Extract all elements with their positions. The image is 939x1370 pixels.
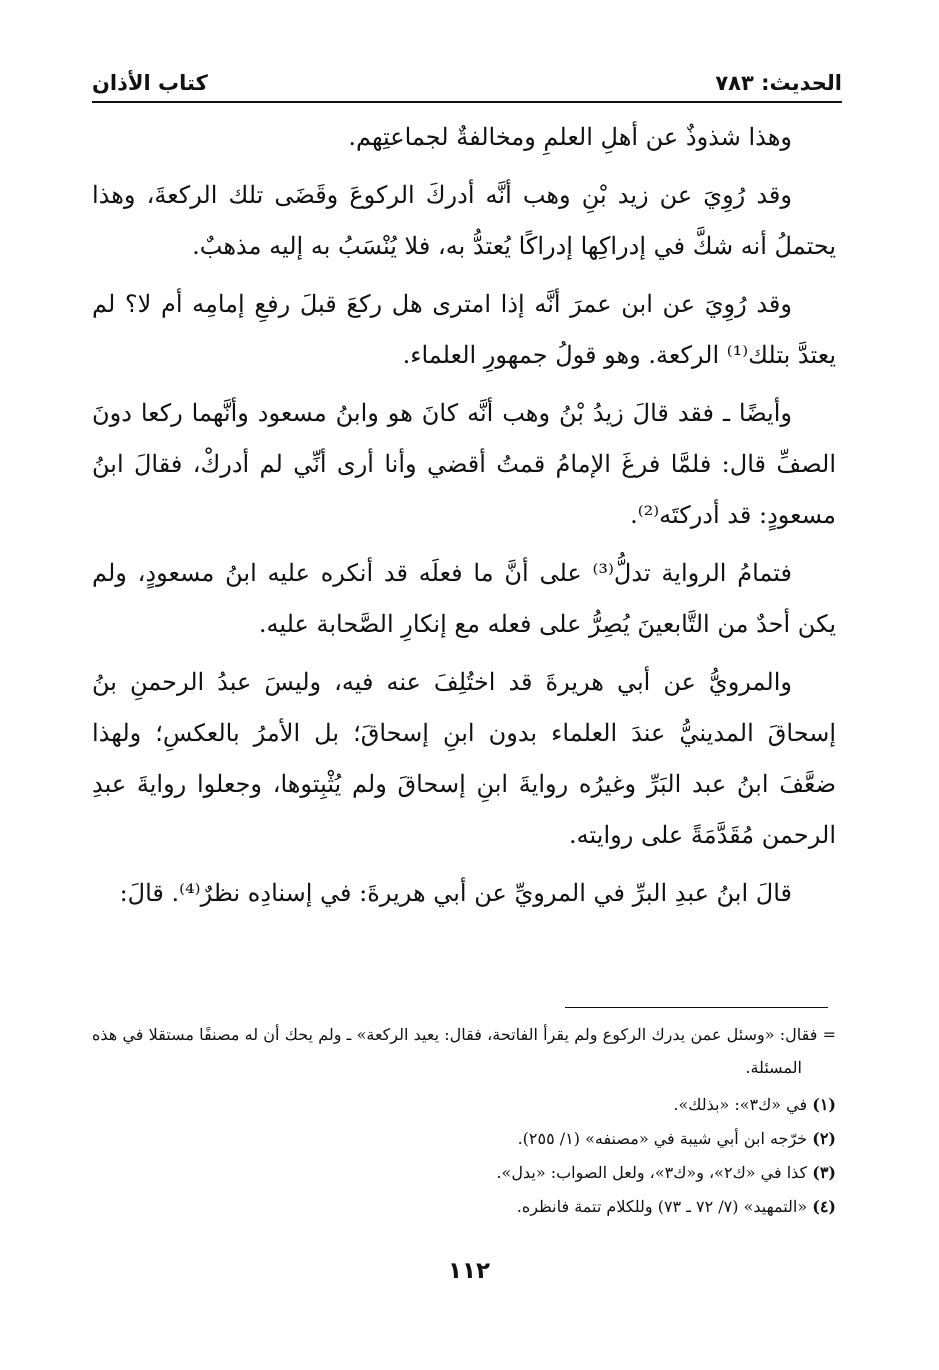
- footnote-text: «التمهيد» (٧/ ٧٢ ـ ٧٣) وللكلام تتمة فانظره.: [516, 1197, 808, 1216]
- footnote: [92, 1122, 836, 1155]
- footnote-number: (٤): [812, 1197, 836, 1216]
- footnote-number: (١): [812, 1095, 836, 1114]
- footnote: [92, 1156, 836, 1189]
- footnote-continuation: = فقال: «وسئل عمن يدرك الركوع ولم يقرأ الفاتحة، فقال: يعيد الركعة» ـ ولم يحك أن له مصنفًا مستقلا في هذه المسئلة.: [92, 1025, 836, 1077]
- paragraph: وهذا شذوذٌ عن أهلِ العلمِ ومخالفةٌ لجماعتِهم.: [348, 123, 792, 151]
- footnote: [92, 1088, 836, 1121]
- footnote-number: (٢): [812, 1129, 836, 1148]
- footnote-text: خرّجه ابن أبي شيبة في «مصنفه» (١/ ٢٥٥).: [517, 1129, 808, 1148]
- footnote-number: (٣): [812, 1163, 836, 1182]
- main-text: [92, 112, 836, 926]
- footnote-text: في «ك٣»: «بذلك».: [673, 1095, 808, 1114]
- header-rule: [92, 101, 842, 103]
- footnote: [92, 1190, 836, 1223]
- running-header: [92, 58, 842, 98]
- paragraph: وأيضًا ـ فقد قالَ زيدُ بْنُ وهب أنَّه كانَ هو وابنُ مسعود وأنَّهما ركعا دونَ الصفِّ قال: فلمَّا فرغَ الإمامُ قمتُ أقضي وأنا أرى أنِّي لم أدركْ، فقالَ ابنُ مسعودٍ: قد أدركتَه⁽²⁾.: [92, 399, 836, 529]
- footnote-separator: [565, 1007, 828, 1008]
- footnote-text: كذا في «ك٢»، و«ك٣»، ولعل الصواب: «يدل».: [496, 1163, 808, 1182]
- footnotes: [92, 1018, 836, 1224]
- paragraph: والمرويُّ عن أبي هريرةَ قد اختُلِفَ عنه فيه، وليسَ عبدُ الرحمنِ بنُ إسحاقَ المدينيُّ عندَ العلماء بدون ابنِ إسحاقَ؛ بل الأمرُ بالعكسِ؛ ولهذا ضعَّفَ ابنُ عبد البَرِّ وغيرُه روايةَ ابنِ إسحاقَ ولم يُثْبِتوها، وجعلوا روايةَ عبدِ الرحمن مُقَدَّمَةً على روايته.: [92, 668, 836, 849]
- paragraph: قالَ ابنُ عبدِ البرِّ في المرويِّ عن أبي هريرةَ: في إسنادِه نظرٌ⁽⁴⁾. قالَ:: [119, 879, 792, 907]
- paragraph: وقد رُوِيَ عن زيد بْنِ وهب أنَّه أدركَ الركوعَ وقَضَى تلك الركعةَ، وهذا يحتملُ أنه شكَّ في إدراكِها إدراكًا يُعتدُّ به، فلا يُنْسَبُ به إليه مذهبٌ.: [92, 181, 836, 260]
- paragraph: فتمامُ الرواية تدلُّ⁽³⁾ على أنَّ ما فعلَه قد أنكره عليه ابنُ مسعودٍ، ولم يكن أحدٌ من التَّابعينَ يُصِرُّ على فعله مع إنكارِ الصَّحابة عليه.: [92, 559, 836, 638]
- paragraph: وقد رُوِيَ عن ابن عمرَ أنَّه إذا امترى هل ركعَ قبلَ رفعِ إمامِه أم لا؟ لم يعتدَّ بتلك⁽¹⁾ الركعة. وهو قولُ جمهورِ العلماء.: [92, 290, 836, 369]
- page-number: ١١٢: [447, 1258, 491, 1284]
- hadith-number: الحديث: ٧٨٣: [715, 71, 842, 95]
- book-chapter-title: كتاب الأذان: [92, 71, 208, 95]
